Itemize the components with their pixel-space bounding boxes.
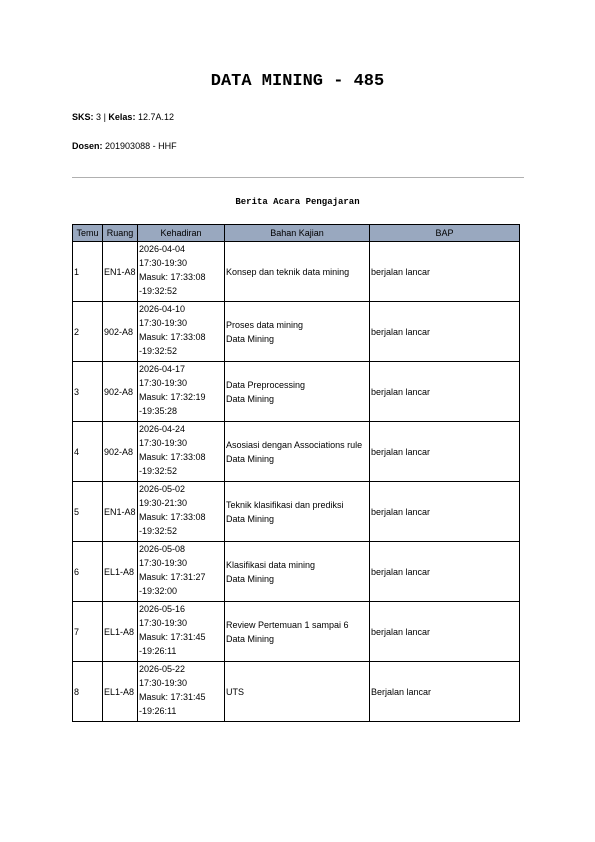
cell-ruang: 902-A8 <box>103 422 138 482</box>
kehadiran-line: 2026-04-17 <box>139 364 186 374</box>
cell-temu: 4 <box>73 422 103 482</box>
kehadiran-line: 2026-05-02 <box>139 484 186 494</box>
bahan-kajian-line: Review Pertemuan 1 sampai 6 <box>226 619 349 630</box>
cell-bap: berjalan lancar <box>370 422 520 482</box>
kehadiran-line: -19:26:11 <box>139 706 177 716</box>
kehadiran-line: Masuk: 17:31:45 <box>139 632 206 642</box>
cell-temu: 2 <box>73 302 103 362</box>
kehadiran-line: -19:32:52 <box>139 346 178 356</box>
cell-kehadiran <box>138 602 225 662</box>
sks-label: SKS: <box>72 112 94 122</box>
cell-temu: 6 <box>73 542 103 602</box>
bahan-kajian-line: Konsep dan teknik data mining <box>226 266 350 277</box>
cell-ruang: 902-A8 <box>103 302 138 362</box>
table-row <box>73 422 520 482</box>
column-header-temu: Temu <box>73 225 103 242</box>
kehadiran-line: 2026-04-24 <box>139 424 186 434</box>
kehadiran-line: Masuk: 17:32:19 <box>139 392 206 402</box>
table-row <box>73 662 520 722</box>
bahan-kajian-line: Data Mining <box>226 573 275 584</box>
table-row <box>73 602 520 662</box>
kehadiran-line: -19:35:28 <box>139 406 178 416</box>
cell-bap: berjalan lancar <box>370 302 520 362</box>
cell-kehadiran <box>138 362 225 422</box>
cell-bahan-kajian <box>225 302 370 362</box>
course-info <box>72 112 174 122</box>
bahan-kajian-line: Data Mining <box>226 453 275 464</box>
table-row <box>73 362 520 422</box>
kehadiran-line: 17:30-19:30 <box>139 558 188 568</box>
bahan-kajian-line: Teknik klasifikasi dan prediksi <box>226 499 344 510</box>
cell-temu: 8 <box>73 662 103 722</box>
column-header-bahan-kajian: Bahan Kajian <box>225 225 370 242</box>
kehadiran-line: 17:30-19:30 <box>139 438 188 448</box>
kehadiran-line: 17:30-19:30 <box>139 258 188 268</box>
table-row <box>73 242 520 302</box>
kehadiran-line: Masuk: 17:33:08 <box>139 512 206 522</box>
separator: | <box>103 112 106 122</box>
cell-kehadiran <box>138 242 225 302</box>
kehadiran-line: -19:26:11 <box>139 646 177 656</box>
cell-ruang: EL1-A8 <box>103 602 138 662</box>
cell-bahan-kajian <box>225 542 370 602</box>
cell-bap: berjalan lancar <box>370 542 520 602</box>
cell-bap: berjalan lancar <box>370 482 520 542</box>
cell-bahan-kajian <box>225 482 370 542</box>
column-header-bap: BAP <box>370 225 520 242</box>
cell-ruang: EN1-A8 <box>103 482 138 542</box>
bahan-kajian-line: Data Mining <box>226 513 275 524</box>
cell-bap: Berjalan lancar <box>370 662 520 722</box>
kehadiran-line: -19:32:52 <box>139 286 178 296</box>
kehadiran-line: -19:32:00 <box>139 586 178 596</box>
cell-bap: berjalan lancar <box>370 602 520 662</box>
cell-temu: 3 <box>73 362 103 422</box>
cell-temu: 5 <box>73 482 103 542</box>
cell-kehadiran <box>138 662 225 722</box>
kehadiran-line: -19:32:52 <box>139 526 178 536</box>
kelas-value: 12.7A.12 <box>137 112 174 122</box>
bahan-kajian-line: Data Mining <box>226 393 275 404</box>
cell-bahan-kajian <box>225 242 370 302</box>
column-header-kehadiran: Kehadiran <box>138 225 225 242</box>
kehadiran-line: 2026-04-04 <box>139 244 186 254</box>
bahan-kajian-line: Proses data mining <box>226 319 304 330</box>
bahan-kajian-line: UTS <box>226 686 244 697</box>
bahan-kajian-line: Data Mining <box>226 333 275 344</box>
cell-kehadiran <box>138 302 225 362</box>
cell-ruang: EN1-A8 <box>103 242 138 302</box>
cell-bap: berjalan lancar <box>370 242 520 302</box>
kehadiran-line: Masuk: 17:33:08 <box>139 452 206 462</box>
section-title: Berita Acara Pengajaran <box>235 197 360 207</box>
table-header-row <box>73 225 520 242</box>
cell-bahan-kajian <box>225 602 370 662</box>
cell-bahan-kajian <box>225 422 370 482</box>
kehadiran-line: Masuk: 17:31:45 <box>139 692 206 702</box>
cell-ruang: EL1-A8 <box>103 662 138 722</box>
cell-bahan-kajian <box>225 362 370 422</box>
divider <box>72 177 524 178</box>
table-row <box>73 542 520 602</box>
kehadiran-line: 2026-05-16 <box>139 604 186 614</box>
dosen-value: 201903088 - HHF <box>105 141 177 151</box>
dosen-label: Dosen: <box>72 141 103 151</box>
kehadiran-line: -19:32:52 <box>139 466 178 476</box>
kehadiran-line: 2026-05-08 <box>139 544 186 554</box>
cell-ruang: 902-A8 <box>103 362 138 422</box>
cell-temu: 1 <box>73 242 103 302</box>
document-title: DATA MINING - 485 <box>210 72 385 91</box>
kehadiran-line: Masuk: 17:33:08 <box>139 332 206 342</box>
kehadiran-line: 2026-05-22 <box>139 664 186 674</box>
kehadiran-line: Masuk: 17:33:08 <box>139 272 206 282</box>
kehadiran-line: 19:30-21:30 <box>139 498 188 508</box>
kehadiran-line: 17:30-19:30 <box>139 318 188 328</box>
bahan-kajian-line: Asosiasi dengan Associations rule <box>226 439 363 450</box>
cell-kehadiran <box>138 542 225 602</box>
kehadiran-line: Masuk: 17:31:27 <box>139 572 206 582</box>
cell-kehadiran <box>138 482 225 542</box>
attendance-table <box>72 224 520 722</box>
cell-ruang: EL1-A8 <box>103 542 138 602</box>
table-row <box>73 482 520 542</box>
lecturer-info <box>72 141 177 151</box>
cell-bahan-kajian <box>225 662 370 722</box>
kehadiran-line: 17:30-19:30 <box>139 678 188 688</box>
bahan-kajian-line: Data Mining <box>226 633 275 644</box>
kehadiran-line: 2026-04-10 <box>139 304 186 314</box>
cell-temu: 7 <box>73 602 103 662</box>
column-header-ruang: Ruang <box>103 225 138 242</box>
cell-kehadiran <box>138 422 225 482</box>
kehadiran-line: 17:30-19:30 <box>139 378 188 388</box>
sks-value: 3 <box>96 112 102 122</box>
bahan-kajian-line: Data Preprocessing <box>226 379 306 390</box>
bahan-kajian-line: Klasifikasi data mining <box>226 559 316 570</box>
cell-bap: berjalan lancar <box>370 362 520 422</box>
table-row <box>73 302 520 362</box>
kehadiran-line: 17:30-19:30 <box>139 618 188 628</box>
kelas-label: Kelas: <box>108 112 136 122</box>
